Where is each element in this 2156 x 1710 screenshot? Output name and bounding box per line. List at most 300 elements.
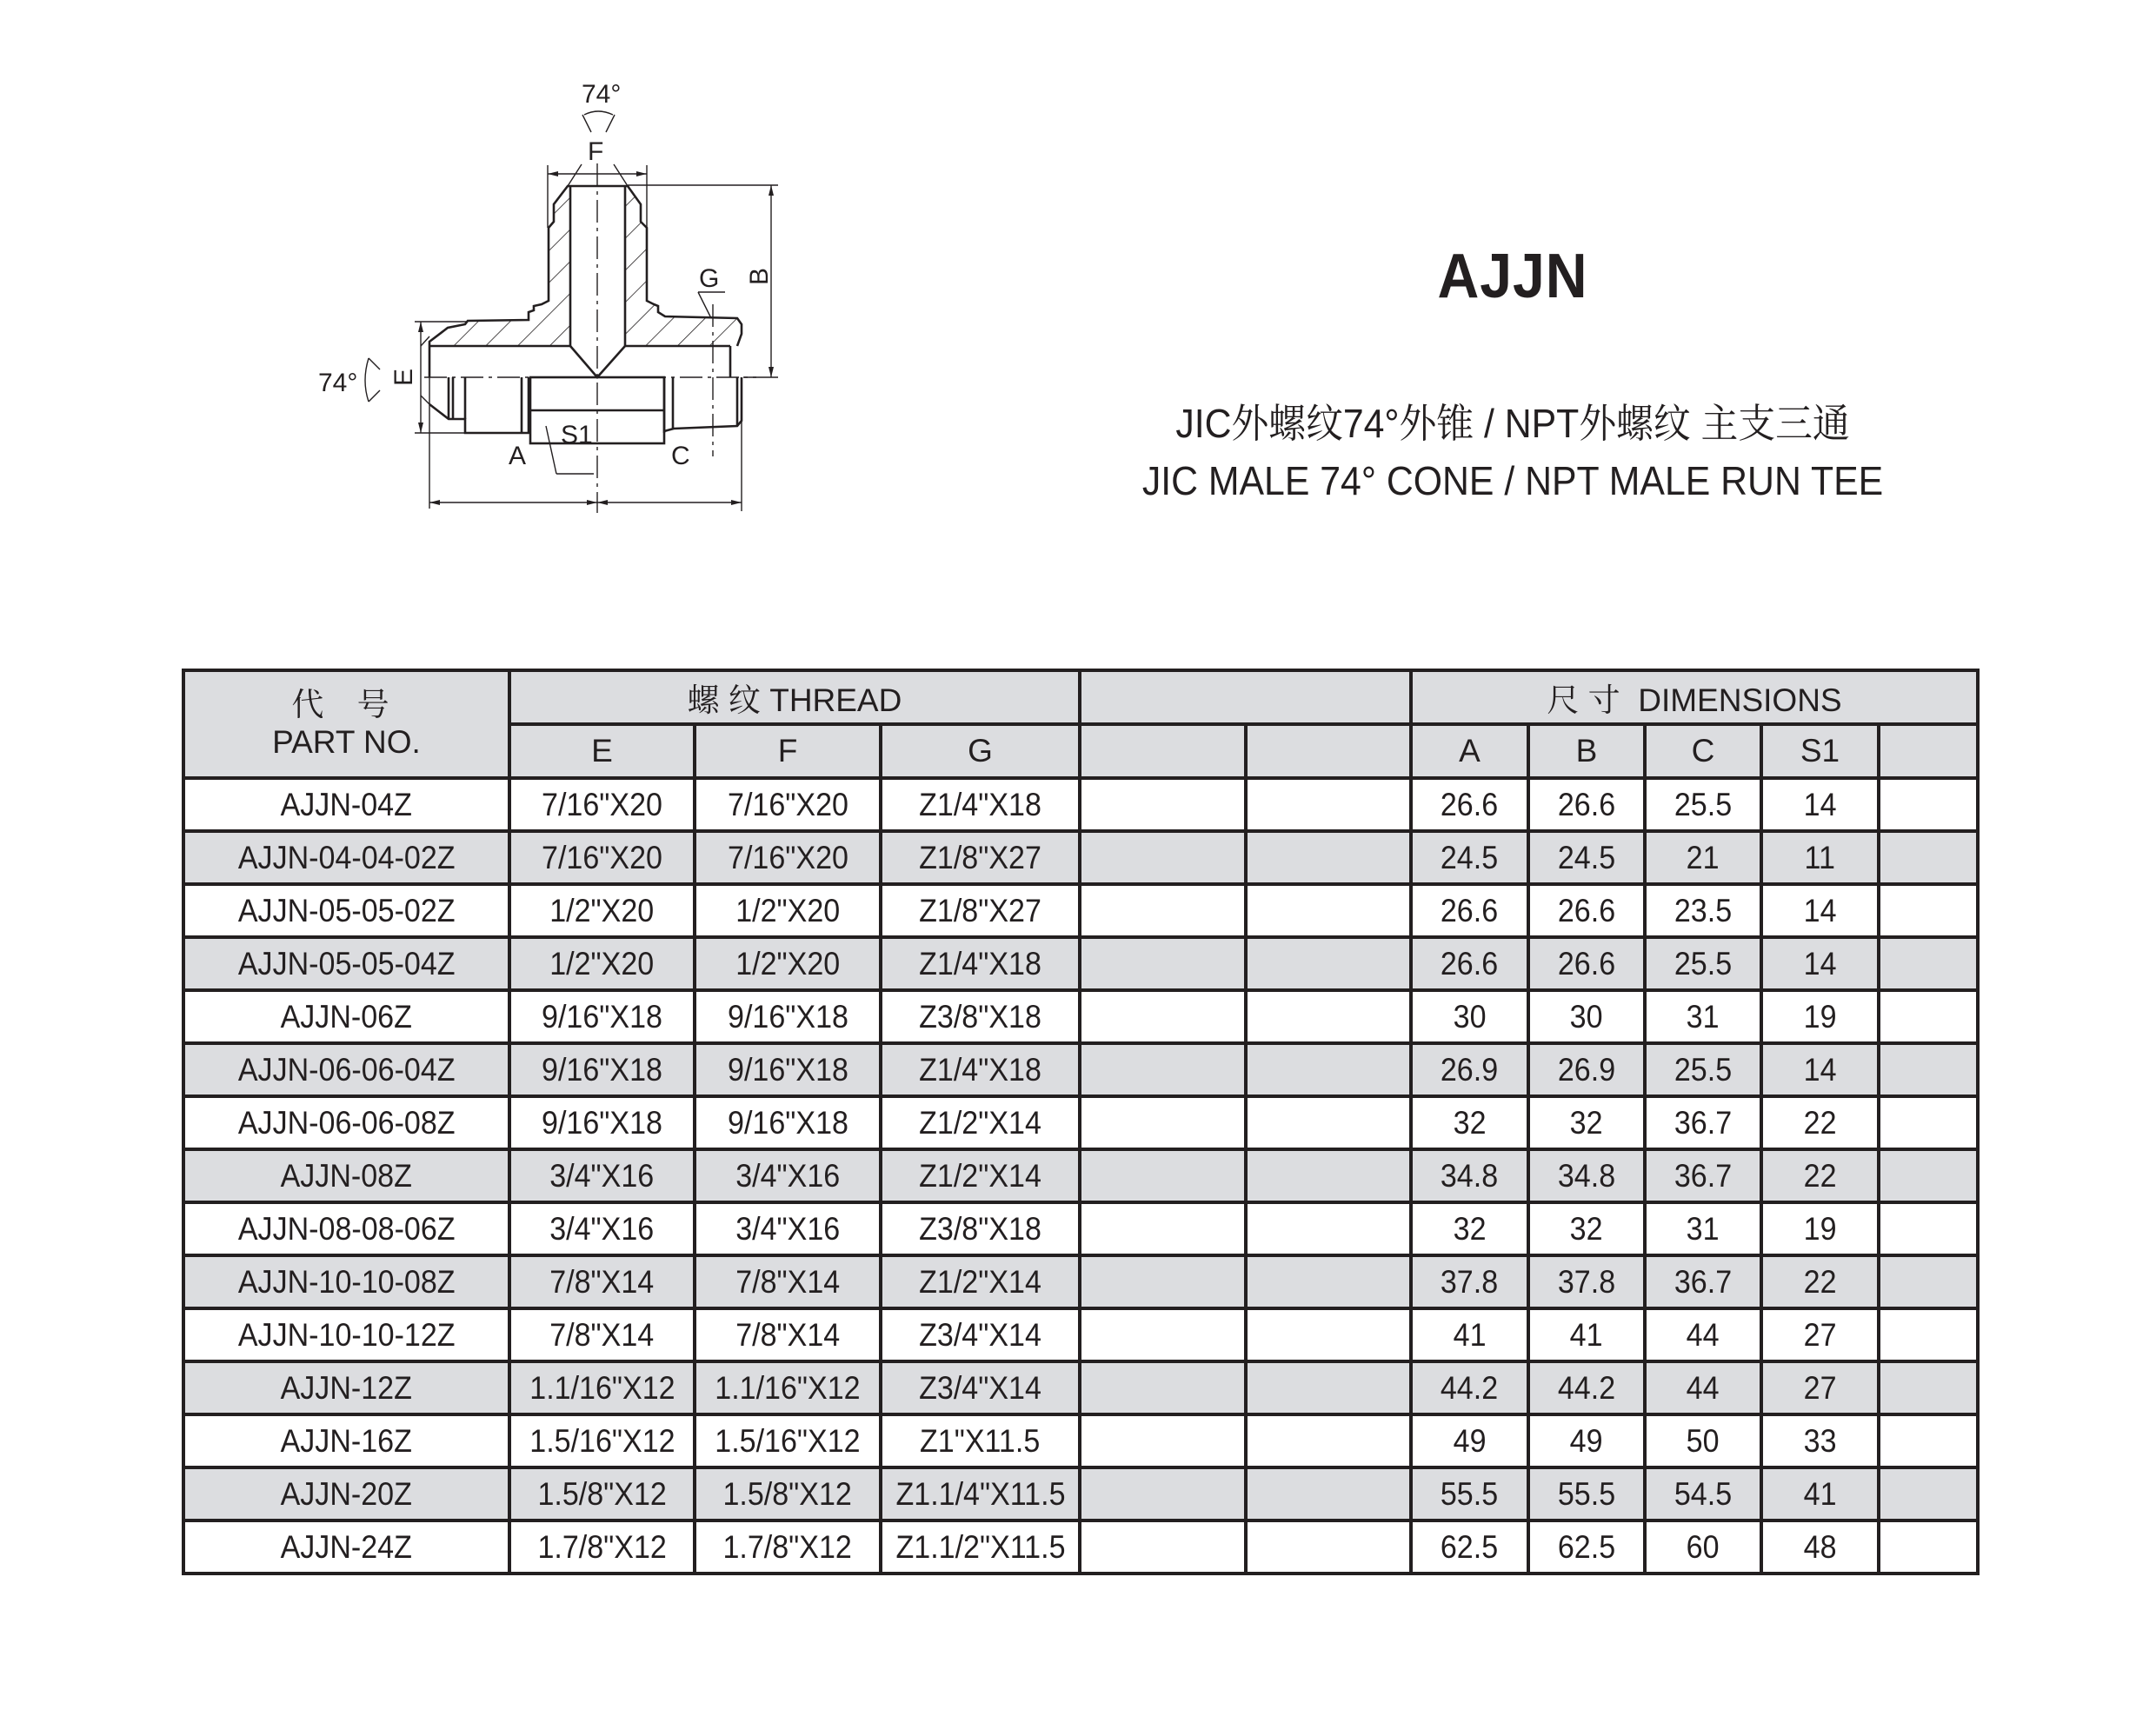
cell-thread-E (509, 1043, 695, 1096)
table-row (183, 1308, 1978, 1361)
cell-dim-A (1411, 1308, 1528, 1361)
cell-dim-B (1528, 1467, 1645, 1520)
cell-thread-G (881, 1467, 1080, 1520)
cell-dim-B-text: 37.8 (1557, 1263, 1616, 1300)
cell-thread-E-text: 1.5/16"X12 (529, 1422, 675, 1459)
cell-thread-F (695, 1520, 881, 1574)
header-col-E: E (509, 724, 695, 778)
cell-part-no-text: AJJN-06-06-04Z (237, 1051, 456, 1088)
cell-part-no (183, 937, 509, 990)
cell-part-no (183, 1043, 509, 1096)
cell-dim-B-text: 30 (1570, 998, 1603, 1035)
cell-dim-S1 (1761, 1096, 1879, 1149)
cell-blank (1879, 937, 1978, 990)
cell-dim-S1-text: 22 (1803, 1157, 1837, 1194)
table-row (183, 990, 1978, 1043)
cell-thread-G-text: Z1/4"X18 (919, 1051, 1041, 1088)
cell-dim-C-text: 31 (1687, 998, 1720, 1035)
header-col-S1: S1 (1761, 724, 1879, 778)
cell-dim-S1-text: 27 (1803, 1369, 1837, 1406)
cell-dim-A (1411, 778, 1528, 831)
cell-blank (1879, 990, 1978, 1043)
cell-thread-E (509, 1520, 695, 1574)
cell-thread-F-text: 3/4"X16 (735, 1157, 840, 1194)
cell-part-no-text: AJJN-05-05-02Z (237, 892, 456, 928)
cell-part-no-text: AJJN-10-10-08Z (237, 1263, 456, 1300)
cell-dim-S1-text: 33 (1803, 1422, 1837, 1459)
cell-thread-F (695, 1043, 881, 1096)
cell-dim-C-text: 44 (1687, 1316, 1720, 1353)
cell-thread-G-text: Z1.1/2"X11.5 (895, 1528, 1066, 1565)
cell-thread-G (881, 831, 1080, 884)
cell-dim-B (1528, 1043, 1645, 1096)
cell-thread-G-text: Z3/8"X18 (919, 998, 1041, 1035)
cell-dim-A-text: 34.8 (1441, 1157, 1499, 1194)
cell-dim-A-text: 26.6 (1441, 945, 1499, 981)
cell-dim-A (1411, 937, 1528, 990)
cell-part-no-text: AJJN-05-05-04Z (237, 945, 456, 981)
cell-blank (1246, 884, 1411, 937)
cell-dim-B-text: 41 (1570, 1316, 1603, 1353)
cell-dim-C-text: 31 (1687, 1210, 1720, 1247)
cell-part-no (183, 1149, 509, 1202)
cell-dim-S1 (1761, 937, 1879, 990)
cell-thread-E-text: 7/16"X20 (542, 839, 662, 875)
cell-dim-A-text: 30 (1453, 998, 1487, 1035)
cone-angle-left-label: 74° (318, 369, 358, 397)
cell-blank (1879, 778, 1978, 831)
cell-thread-E (509, 1202, 695, 1255)
cell-thread-G-text: Z1/2"X14 (919, 1157, 1041, 1194)
cell-dim-C (1645, 1149, 1761, 1202)
cell-dim-S1 (1761, 1255, 1879, 1308)
header-col-blank-2 (1246, 724, 1411, 778)
cell-part-no-text: AJJN-12Z (280, 1369, 413, 1406)
cell-blank (1879, 1149, 1978, 1202)
cell-dim-B-text: 24.5 (1557, 839, 1616, 875)
cell-dim-A-text: 62.5 (1441, 1528, 1499, 1565)
cone-angle-top-label: 74° (582, 80, 622, 109)
cell-blank (1246, 1361, 1411, 1414)
cell-dim-S1 (1761, 1467, 1879, 1520)
cell-dim-S1-text: 41 (1803, 1475, 1837, 1512)
cell-blank (1879, 1202, 1978, 1255)
table-row (183, 831, 1978, 884)
cell-dim-B (1528, 1202, 1645, 1255)
cell-dim-A (1411, 1520, 1528, 1574)
cell-thread-F-text: 7/8"X14 (735, 1263, 840, 1300)
cell-dim-C-text: 60 (1687, 1528, 1720, 1565)
cell-blank (1246, 1414, 1411, 1467)
cell-dim-A (1411, 1149, 1528, 1202)
cell-blank (1879, 1255, 1978, 1308)
cell-thread-F-text: 9/16"X18 (727, 998, 848, 1035)
subtitle-chinese: JIC外螺纹74°外锥 / NPT外螺纹 主支三通 (1175, 401, 1850, 446)
cell-part-no (183, 1520, 509, 1574)
cell-thread-E (509, 884, 695, 937)
cell-dim-S1-text: 19 (1803, 1210, 1837, 1247)
cell-dim-A-text: 26.6 (1441, 786, 1499, 822)
cell-dim-C-text: 36.7 (1674, 1104, 1733, 1141)
table-row (183, 1202, 1978, 1255)
cell-dim-A (1411, 1043, 1528, 1096)
B-label: B (745, 267, 774, 286)
cell-thread-G-text: Z1"X11.5 (920, 1422, 1041, 1459)
cell-blank (1246, 778, 1411, 831)
cell-dim-C-text: 23.5 (1674, 892, 1733, 928)
cell-dim-A (1411, 1096, 1528, 1149)
cell-dim-C (1645, 1520, 1761, 1574)
cell-dim-C (1645, 884, 1761, 937)
cell-thread-G-text: Z1/2"X14 (919, 1104, 1041, 1141)
E-label: E (389, 368, 418, 387)
cell-thread-G (881, 1414, 1080, 1467)
cell-thread-E (509, 1467, 695, 1520)
cell-thread-F (695, 831, 881, 884)
header-part-no (183, 670, 509, 778)
header-col-B: B (1528, 724, 1645, 778)
cell-thread-E (509, 990, 695, 1043)
cell-part-no (183, 1255, 509, 1308)
cell-dim-A-text: 24.5 (1441, 839, 1499, 875)
cell-blank (1080, 1202, 1246, 1255)
cell-dim-B (1528, 937, 1645, 990)
cell-thread-E-text: 3/4"X16 (549, 1210, 655, 1247)
cell-part-no-text: AJJN-06-06-08Z (237, 1104, 456, 1141)
table-row (183, 1467, 1978, 1520)
header-part-no-cn: 代 号 (291, 687, 402, 723)
cell-thread-E-text: 7/8"X14 (549, 1316, 655, 1353)
header-blank-group (1080, 670, 1411, 724)
cell-thread-G (881, 1202, 1080, 1255)
cell-thread-G (881, 937, 1080, 990)
cell-dim-A (1411, 884, 1528, 937)
cell-dim-C-text: 54.5 (1674, 1475, 1733, 1512)
cell-dim-B (1528, 778, 1645, 831)
cell-dim-S1 (1761, 884, 1879, 937)
cell-thread-F-text: 1.5/16"X12 (715, 1422, 861, 1459)
C-label: C (671, 442, 690, 470)
cell-thread-E (509, 1308, 695, 1361)
cell-blank (1080, 1149, 1246, 1202)
cell-dim-A (1411, 1255, 1528, 1308)
cell-dim-S1 (1761, 1149, 1879, 1202)
cell-thread-G-text: Z3/8"X18 (919, 1210, 1041, 1247)
cell-dim-C (1645, 831, 1761, 884)
cell-blank (1080, 1467, 1246, 1520)
cell-blank (1246, 990, 1411, 1043)
cell-dim-B (1528, 1149, 1645, 1202)
cell-dim-C (1645, 1255, 1761, 1308)
cell-thread-F (695, 778, 881, 831)
cell-dim-C-text: 21 (1687, 839, 1720, 875)
cell-dim-C-text: 50 (1687, 1422, 1720, 1459)
table-row (183, 1520, 1978, 1574)
cell-dim-S1-text: 19 (1803, 998, 1837, 1035)
cell-blank (1879, 1467, 1978, 1520)
cell-dim-C-text: 25.5 (1674, 1051, 1733, 1088)
cell-dim-B (1528, 1308, 1645, 1361)
header-thread-group: 螺 纹 THREAD (509, 670, 1080, 724)
cell-blank (1080, 1096, 1246, 1149)
cell-thread-G-text: Z1.1/4"X11.5 (895, 1475, 1066, 1512)
cell-thread-G (881, 1308, 1080, 1361)
cell-blank (1879, 884, 1978, 937)
cell-blank (1879, 1096, 1978, 1149)
header-part-no-en: PART NO. (272, 724, 421, 760)
cell-dim-B-text: 26.9 (1557, 1051, 1616, 1088)
cell-thread-G-text: Z1/4"X18 (919, 945, 1041, 981)
cell-thread-E (509, 1255, 695, 1308)
cell-thread-E-text: 9/16"X18 (542, 998, 662, 1035)
cell-thread-F-text: 9/16"X18 (727, 1104, 848, 1141)
table-row (183, 778, 1978, 831)
cell-dim-S1-text: 48 (1803, 1528, 1837, 1565)
cell-blank (1080, 1043, 1246, 1096)
cell-dim-C (1645, 937, 1761, 990)
cell-thread-F (695, 1467, 881, 1520)
cell-blank (1246, 831, 1411, 884)
cell-dim-C (1645, 1414, 1761, 1467)
cell-dim-S1 (1761, 1308, 1879, 1361)
cell-dim-S1-text: 11 (1804, 839, 1836, 875)
cell-thread-G (881, 990, 1080, 1043)
cell-part-no-text: AJJN-08Z (280, 1157, 413, 1194)
cell-dim-A (1411, 1202, 1528, 1255)
cell-dim-C (1645, 1043, 1761, 1096)
cell-thread-E-text: 1/2"X20 (549, 945, 655, 981)
cell-blank (1246, 937, 1411, 990)
cell-blank (1080, 884, 1246, 937)
cell-part-no-text: AJJN-06Z (280, 998, 413, 1035)
cell-thread-E-text: 9/16"X18 (542, 1051, 662, 1088)
cell-dim-B-text: 26.6 (1557, 786, 1616, 822)
cell-thread-F (695, 990, 881, 1043)
table-row (183, 884, 1978, 937)
table-row (183, 1361, 1978, 1414)
cell-part-no-text: AJJN-04Z (280, 786, 413, 822)
spec-table (182, 669, 1980, 1575)
cell-thread-F (695, 1202, 881, 1255)
cell-dim-C (1645, 1202, 1761, 1255)
cell-dim-B-text: 62.5 (1557, 1528, 1616, 1565)
cell-dim-C-text: 44 (1687, 1369, 1720, 1406)
cell-dim-C (1645, 1467, 1761, 1520)
cell-part-no-text: AJJN-24Z (280, 1528, 413, 1565)
G-label: G (699, 264, 720, 293)
cell-blank (1080, 1361, 1246, 1414)
cell-thread-E (509, 1414, 695, 1467)
header-col-G: G (881, 724, 1080, 778)
cell-part-no (183, 990, 509, 1043)
cell-part-no-text: AJJN-20Z (280, 1475, 413, 1512)
cell-blank (1246, 1149, 1411, 1202)
cell-blank (1879, 1520, 1978, 1574)
cell-thread-G-text: Z1/8"X27 (919, 839, 1041, 875)
header-col-A: A (1411, 724, 1528, 778)
cell-thread-F (695, 1255, 881, 1308)
cell-dim-B-text: 55.5 (1557, 1475, 1616, 1512)
cell-dim-B-text: 44.2 (1557, 1369, 1616, 1406)
cell-thread-E-text: 1.5/8"X12 (537, 1475, 667, 1512)
cell-thread-G-text: Z1/2"X14 (919, 1263, 1041, 1300)
cell-thread-E-text: 1/2"X20 (549, 892, 655, 928)
cell-dim-A-text: 32 (1453, 1104, 1487, 1141)
cell-blank (1080, 990, 1246, 1043)
cell-blank (1246, 1308, 1411, 1361)
cell-dim-A-text: 26.9 (1441, 1051, 1499, 1088)
cell-dim-S1 (1761, 1361, 1879, 1414)
cell-thread-G-text: Z3/4"X14 (919, 1369, 1041, 1406)
cell-thread-E (509, 1149, 695, 1202)
cell-part-no (183, 1202, 509, 1255)
cell-dim-B-text: 26.6 (1557, 945, 1616, 981)
cell-dim-S1-text: 27 (1803, 1316, 1837, 1353)
subtitle-english: JIC MALE 74° CONE / NPT MALE RUN TEE (1141, 458, 1884, 503)
cell-thread-F-text: 9/16"X18 (727, 1051, 848, 1088)
cell-dim-C (1645, 1361, 1761, 1414)
cell-blank (1246, 1202, 1411, 1255)
cell-thread-E (509, 1361, 695, 1414)
cell-dim-S1-text: 14 (1803, 786, 1837, 822)
cell-thread-G (881, 1361, 1080, 1414)
cell-thread-F-text: 1.7/8"X12 (722, 1528, 853, 1565)
cell-thread-G (881, 1255, 1080, 1308)
cell-thread-F (695, 937, 881, 990)
product-code-title: AJJN (1437, 242, 1588, 311)
cell-dim-B (1528, 1096, 1645, 1149)
cell-blank (1246, 1096, 1411, 1149)
cell-dim-S1-text: 14 (1803, 1051, 1837, 1088)
cell-thread-E-text: 1.1/16"X12 (529, 1369, 675, 1406)
cell-part-no (183, 778, 509, 831)
cell-dim-B-text: 26.6 (1557, 892, 1616, 928)
cell-thread-F (695, 1361, 881, 1414)
cell-thread-G-text: Z1/8"X27 (919, 892, 1041, 928)
cell-dim-A-text: 32 (1453, 1210, 1487, 1247)
cell-thread-E (509, 831, 695, 884)
cell-blank (1080, 937, 1246, 990)
cell-dim-B-text: 34.8 (1557, 1157, 1616, 1194)
cell-dim-B (1528, 990, 1645, 1043)
tee-fitting-drawing (0, 0, 869, 556)
cell-thread-F-text: 3/4"X16 (735, 1210, 840, 1247)
cell-part-no (183, 1308, 509, 1361)
A-label: A (509, 442, 527, 470)
cell-dim-B (1528, 1255, 1645, 1308)
cell-dim-B (1528, 831, 1645, 884)
cell-dim-S1 (1761, 1414, 1879, 1467)
cell-dim-B-text: 32 (1570, 1210, 1603, 1247)
table-row (183, 937, 1978, 990)
cell-part-no-text: AJJN-04-04-02Z (237, 839, 456, 875)
header-col-C: C (1645, 724, 1761, 778)
cell-thread-G (881, 1520, 1080, 1574)
cell-dim-C-text: 36.7 (1674, 1263, 1733, 1300)
cell-dim-S1 (1761, 1520, 1879, 1574)
cell-dim-C-text: 25.5 (1674, 786, 1733, 822)
cell-dim-S1-text: 22 (1803, 1104, 1837, 1141)
cell-dim-A (1411, 831, 1528, 884)
cell-thread-G-text: Z3/4"X14 (919, 1316, 1041, 1353)
cell-part-no (183, 1414, 509, 1467)
cell-thread-E (509, 937, 695, 990)
cell-dim-S1-text: 14 (1803, 945, 1837, 981)
cell-thread-E-text: 9/16"X18 (542, 1104, 662, 1141)
cell-dim-A-text: 41 (1453, 1316, 1487, 1353)
cell-dim-S1-text: 14 (1803, 892, 1837, 928)
cell-thread-F (695, 1414, 881, 1467)
S1-label: S1 (561, 421, 593, 449)
hatched-section (429, 186, 742, 346)
cell-dim-A-text: 44.2 (1441, 1369, 1499, 1406)
cell-blank (1080, 1308, 1246, 1361)
cell-blank (1879, 831, 1978, 884)
cell-dim-B (1528, 1414, 1645, 1467)
cell-dim-A (1411, 1467, 1528, 1520)
cell-dim-A-text: 37.8 (1441, 1263, 1499, 1300)
cell-part-no (183, 1467, 509, 1520)
cell-dim-S1 (1761, 1202, 1879, 1255)
cell-dim-C-text: 25.5 (1674, 945, 1733, 981)
cell-blank (1080, 1255, 1246, 1308)
header-dimensions-group: 尺 寸 DIMENSIONS (1411, 670, 1978, 724)
cell-part-no-text: AJJN-10-10-12Z (237, 1316, 456, 1353)
cell-thread-E-text: 7/8"X14 (549, 1263, 655, 1300)
cell-thread-G (881, 884, 1080, 937)
cell-thread-F-text: 7/16"X20 (727, 786, 848, 822)
cell-dim-C-text: 36.7 (1674, 1157, 1733, 1194)
cell-dim-C (1645, 990, 1761, 1043)
cell-thread-F-text: 1.1/16"X12 (715, 1369, 861, 1406)
cell-part-no (183, 884, 509, 937)
title-block (1026, 226, 2000, 501)
cell-thread-G (881, 1043, 1080, 1096)
cell-blank (1080, 831, 1246, 884)
header-col-F: F (695, 724, 881, 778)
cell-dim-S1-text: 22 (1803, 1263, 1837, 1300)
cell-dim-S1 (1761, 831, 1879, 884)
cell-thread-F-text: 7/16"X20 (727, 839, 848, 875)
cell-dim-A-text: 26.6 (1441, 892, 1499, 928)
cell-thread-G (881, 1096, 1080, 1149)
cell-thread-E-text: 3/4"X16 (549, 1157, 655, 1194)
cell-dim-B (1528, 1520, 1645, 1574)
cell-part-no (183, 831, 509, 884)
cell-thread-F (695, 884, 881, 937)
cell-blank (1080, 778, 1246, 831)
cell-blank (1246, 1520, 1411, 1574)
cell-dim-C (1645, 1096, 1761, 1149)
cell-blank (1879, 1043, 1978, 1096)
cell-blank (1879, 1414, 1978, 1467)
cell-blank (1879, 1308, 1978, 1361)
cell-blank (1080, 1520, 1246, 1574)
cell-part-no-text: AJJN-08-08-06Z (237, 1210, 456, 1247)
cell-dim-S1 (1761, 990, 1879, 1043)
cell-dim-A-text: 55.5 (1441, 1475, 1499, 1512)
cell-thread-F (695, 1308, 881, 1361)
cell-blank (1246, 1043, 1411, 1096)
cell-part-no (183, 1096, 509, 1149)
cell-blank (1879, 1361, 1978, 1414)
cell-dim-A-text: 49 (1453, 1422, 1487, 1459)
F-label: F (588, 137, 604, 166)
cell-thread-G (881, 1149, 1080, 1202)
cell-thread-G-text: Z1/4"X18 (919, 786, 1041, 822)
cell-dim-A (1411, 1414, 1528, 1467)
cell-thread-F (695, 1096, 881, 1149)
